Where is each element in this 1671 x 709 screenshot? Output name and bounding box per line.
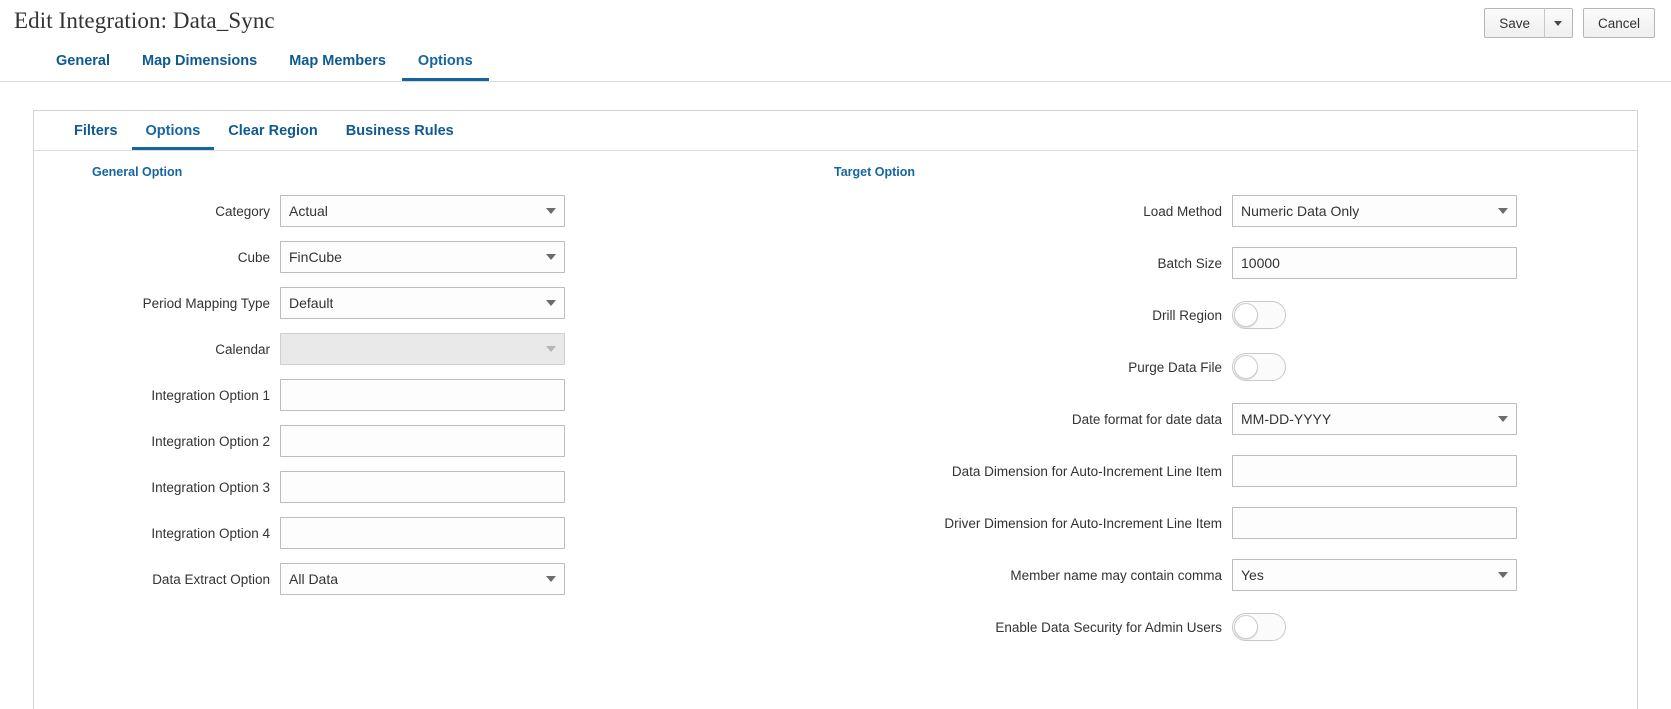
- subtab-filters[interactable]: Filters: [74, 123, 118, 139]
- field-row-data-extract-option: [60, 563, 834, 595]
- cancel-button[interactable]: Cancel: [1583, 8, 1655, 38]
- label-batch-size: Batch Size: [1157, 255, 1222, 271]
- tab-general[interactable]: General: [56, 53, 110, 69]
- label-enable-data-security: Enable Data Security for Admin Users: [995, 619, 1222, 635]
- field-row-enable-data-security: [834, 611, 1637, 643]
- cube-select[interactable]: [280, 241, 565, 273]
- category-value: Actual: [289, 203, 328, 219]
- field-row-integration-option-2: [60, 425, 834, 457]
- field-row-drill-region: [834, 299, 1637, 331]
- save-options-button[interactable]: [1545, 8, 1573, 38]
- driver-dimension-auto-increment-input[interactable]: [1232, 507, 1517, 539]
- integration-option-3-input[interactable]: [280, 471, 565, 503]
- chevron-down-icon: [538, 288, 564, 318]
- tab-map-dimensions[interactable]: Map Dimensions: [142, 53, 258, 69]
- batch-size-value: 10000: [1241, 255, 1280, 271]
- member-name-comma-select[interactable]: [1232, 559, 1517, 591]
- chevron-down-icon: [1490, 196, 1516, 226]
- label-load-method: Load Method: [1143, 203, 1222, 219]
- field-row-purge-data-file: [834, 351, 1637, 383]
- field-row-integration-option-4: [60, 517, 834, 549]
- category-select[interactable]: [280, 195, 565, 227]
- label-member-name-comma: Member name may contain comma: [1010, 567, 1222, 583]
- field-row-data-dimension-auto-increment: [834, 455, 1637, 487]
- chevron-down-icon: [1490, 404, 1516, 434]
- label-category: Category: [215, 203, 270, 219]
- sub-tab-bar: [34, 111, 1637, 151]
- field-row-date-format: [834, 403, 1637, 435]
- top-tab-bar: [0, 46, 1671, 82]
- label-integration-option-2: Integration Option 2: [151, 433, 270, 449]
- period-mapping-type-value: Default: [289, 295, 334, 311]
- label-driver-dimension-auto-increment: Driver Dimension for Auto-Increment Line Item: [944, 515, 1222, 531]
- integration-option-4-input[interactable]: [280, 517, 565, 549]
- field-row-integration-option-1: [60, 379, 834, 411]
- integration-option-1-input[interactable]: [280, 379, 565, 411]
- toggle-knob: [1234, 303, 1258, 327]
- field-row-member-name-comma: [834, 559, 1637, 591]
- calendar-select: [280, 333, 565, 365]
- field-row-cube: [60, 241, 834, 273]
- label-purge-data-file: Purge Data File: [1128, 359, 1222, 375]
- field-row-batch-size: [834, 247, 1637, 279]
- label-integration-option-3: Integration Option 3: [151, 479, 270, 495]
- load-method-select[interactable]: [1232, 195, 1517, 227]
- chevron-down-icon: [1490, 560, 1516, 590]
- general-option-column: [34, 165, 834, 663]
- load-method-value: Numeric Data Only: [1241, 203, 1360, 219]
- field-row-integration-option-3: [60, 471, 834, 503]
- options-panel: [33, 110, 1638, 709]
- tab-options[interactable]: Options: [402, 53, 489, 81]
- integration-option-2-input[interactable]: [280, 425, 565, 457]
- label-cube: Cube: [237, 249, 270, 265]
- target-option-section-title: Target Option: [834, 165, 916, 179]
- batch-size-input[interactable]: [1232, 247, 1517, 279]
- label-data-dimension-auto-increment: Data Dimension for Auto-Increment Line Item: [951, 463, 1222, 479]
- field-row-category: [60, 195, 834, 227]
- label-data-extract-option: Data Extract Option: [152, 571, 270, 587]
- cube-value: FinCube: [289, 249, 342, 265]
- toggle-knob: [1234, 355, 1258, 379]
- page-title: Edit Integration: Data_Sync: [14, 8, 275, 33]
- label-drill-region: Drill Region: [1152, 307, 1222, 323]
- target-option-column: [834, 165, 1637, 663]
- page-header: [0, 0, 1671, 46]
- label-calendar: Calendar: [215, 341, 270, 357]
- subtab-business-rules[interactable]: Business Rules: [345, 123, 454, 139]
- chevron-down-icon: [538, 242, 564, 272]
- save-button[interactable]: Save: [1484, 8, 1545, 38]
- label-period-mapping-type: Period Mapping Type: [142, 295, 270, 311]
- field-row-calendar: [60, 333, 834, 365]
- field-row-period-mapping-type: [60, 287, 834, 319]
- data-extract-option-value: All Data: [289, 571, 339, 587]
- data-extract-option-select[interactable]: [280, 563, 565, 595]
- chevron-down-icon: [538, 196, 564, 226]
- purge-data-file-toggle[interactable]: [1232, 353, 1286, 381]
- label-integration-option-1: Integration Option 1: [151, 387, 270, 403]
- period-mapping-type-select[interactable]: [280, 287, 565, 319]
- label-date-format: Date format for date data: [1071, 411, 1222, 427]
- general-option-section-title: General Option: [92, 165, 183, 179]
- header-actions: [1484, 8, 1655, 38]
- enable-data-security-toggle[interactable]: [1232, 613, 1286, 641]
- drill-region-toggle[interactable]: [1232, 301, 1286, 329]
- subtab-options[interactable]: Options: [132, 123, 215, 150]
- chevron-down-icon: [1554, 21, 1562, 26]
- options-form: [34, 151, 1637, 663]
- subtab-clear-region[interactable]: Clear Region: [228, 123, 318, 139]
- chevron-down-icon: [538, 334, 564, 364]
- label-integration-option-4: Integration Option 4: [151, 525, 270, 541]
- tab-map-members[interactable]: Map Members: [289, 53, 386, 69]
- data-dimension-auto-increment-input[interactable]: [1232, 455, 1517, 487]
- chevron-down-icon: [538, 564, 564, 594]
- toggle-knob: [1234, 615, 1258, 639]
- member-name-comma-value: Yes: [1241, 567, 1264, 583]
- date-format-select[interactable]: [1232, 403, 1517, 435]
- date-format-value: MM-DD-YYYY: [1241, 411, 1332, 427]
- field-row-load-method: [834, 195, 1637, 227]
- field-row-driver-dimension-auto-increment: [834, 507, 1637, 539]
